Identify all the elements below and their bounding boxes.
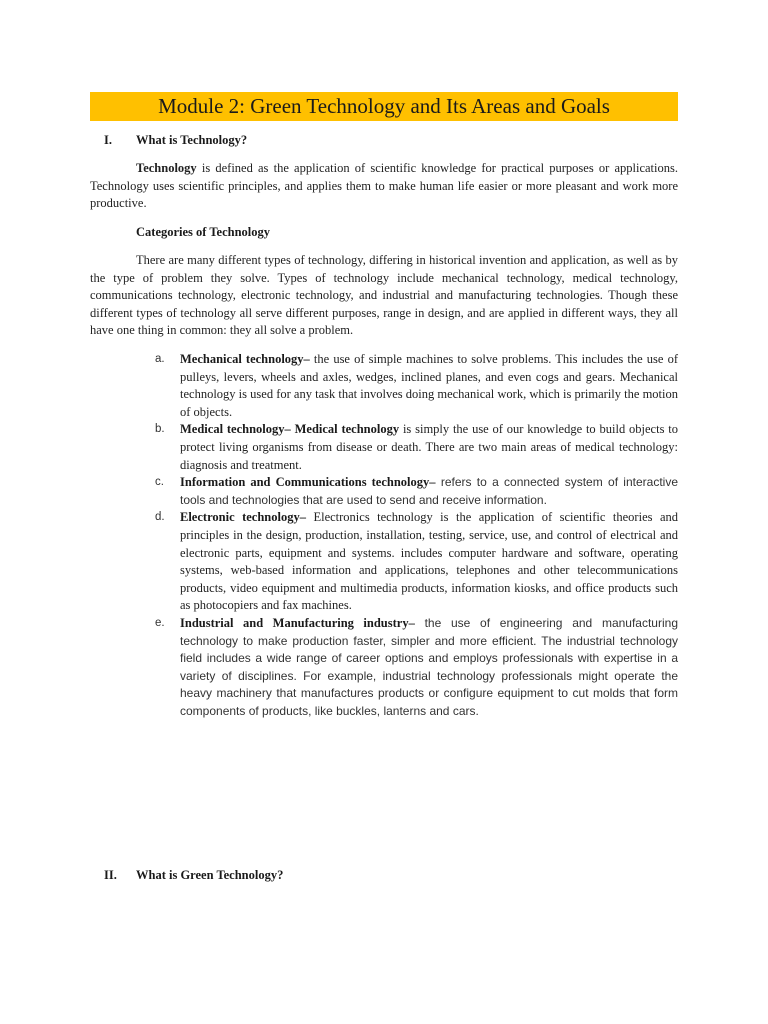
title-banner bbox=[90, 92, 678, 121]
list-item-body bbox=[180, 351, 678, 421]
list-item bbox=[155, 474, 678, 509]
list-item-term: Mechanical technology– bbox=[180, 352, 310, 366]
list-item bbox=[155, 351, 678, 421]
list-item-body bbox=[180, 421, 678, 474]
list-item-text: Electronics technology is the application of scientific theories and principles in the design, production, installation, testing, service, use, and control of electrical and electronic parts, equipment and systems. includes computer hardware and software, operating systems, web-based information and applications, telephones and other telecommunications products, video equipment and multimedia products, information kiosks, and office products such as photocopiers and fax machines. bbox=[180, 510, 678, 613]
list-item-body bbox=[180, 509, 678, 615]
list-marker: a. bbox=[155, 353, 165, 365]
section-heading-1 bbox=[104, 133, 247, 148]
list-item bbox=[155, 509, 678, 615]
list-item-term: Industrial and Manufacturing industry– bbox=[180, 615, 415, 630]
list-item-text: is simply the use of our knowledge to build objects to protect living organisms from disease or death. There are two main areas of medical technology: diagnosis and treatment. bbox=[180, 422, 678, 472]
list-item-text: refers to a connected system of interactive tools and technologies that are used to send and receive information. bbox=[180, 475, 679, 507]
list-marker: c. bbox=[155, 476, 164, 489]
list-marker: d. bbox=[155, 511, 165, 524]
list-item-text: the use of engineering and manufacturing technology to make production faster, simpler and more efficient. The industrial technology field includes a wide range of career options and employs professionals with expertise in a variety of disciplines. For example, industrial technology professionals might operate the heavy machinery that manufactures products or configure equipment to cut molds that form components of products, like buckles, lanterns and cars. bbox=[180, 615, 678, 718]
technology-categories-list bbox=[155, 351, 678, 720]
list-marker: e. bbox=[155, 616, 165, 629]
list-item-term: Medical technology– bbox=[180, 422, 295, 437]
section-title: What is Technology? bbox=[136, 133, 248, 147]
module-title: Module 2: Green Technology and Its Areas and Goals bbox=[158, 94, 610, 118]
list-item-text: the use of simple machines to solve problems. This includes the use of pulleys, levers, wheels and axles, wedges, inclined planes, and even cogs and gears. Mechanical technology is used for any task that involves doing mechanical work, which is primarily the motion of objects. bbox=[180, 352, 679, 419]
list-item-term-repeat: Medical technology bbox=[294, 422, 400, 437]
categories-paragraph bbox=[90, 252, 678, 340]
list-item bbox=[155, 615, 678, 721]
section-number: I. bbox=[104, 133, 112, 147]
list-marker: b. bbox=[155, 423, 165, 436]
list-item-body bbox=[180, 615, 678, 721]
section-title: What is Green Technology? bbox=[136, 868, 284, 882]
technology-definition-text: is defined as the application of scientific knowledge for practical purposes or applications. Technology uses scientific principles, and applies them to make human life easier or more pleasant and work more productive. bbox=[90, 161, 678, 210]
list-item bbox=[155, 421, 678, 474]
section-heading-2 bbox=[104, 868, 283, 883]
categories-text: There are many different types of technology, differing in historical invention and application, as well as by the type of problem they solve. Types of technology include mechanical technology, medical technology, communications technology, electronic technology, and industrial and manufacturing technologies. Though these different types of technology all serve different purposes, range in design, and are applied in different ways, they all have one thing in common: they all solve a problem. bbox=[90, 253, 678, 337]
section-number: II. bbox=[104, 868, 117, 882]
technology-term: Technology bbox=[136, 161, 197, 175]
technology-definition-paragraph bbox=[90, 160, 678, 213]
list-item-body bbox=[180, 474, 678, 509]
list-item-term: Information and Communications technology– bbox=[180, 475, 436, 490]
list-item-term: Electronic technology– bbox=[180, 510, 306, 525]
categories-heading: Categories of Technology bbox=[136, 225, 271, 239]
